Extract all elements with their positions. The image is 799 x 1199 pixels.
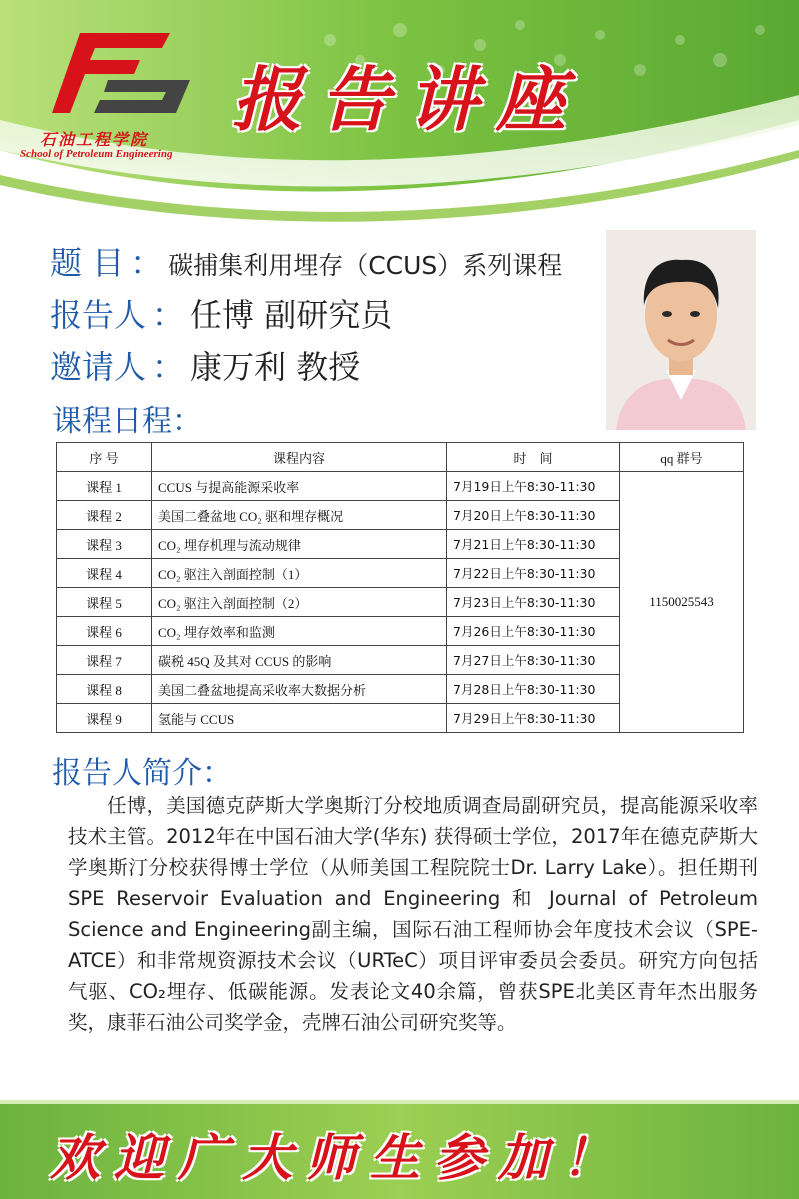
speaker-colon: ： xyxy=(152,296,185,334)
host-value: 康万利 教授 xyxy=(190,348,361,386)
col-header-time: 时 间 xyxy=(447,443,620,472)
row-content: CO₂ 驱注入剖面控制（1） xyxy=(152,559,447,588)
row-index: 课程 1 xyxy=(57,472,152,501)
host-label: 邀请人 xyxy=(50,348,147,386)
row-content: CCUS 与提高能源采收率 xyxy=(152,472,447,501)
row-content: CO₂ 埋存机理与流动规律 xyxy=(152,530,447,559)
row-time: 7月27日上午8:30-11:30 xyxy=(447,646,620,675)
schedule-table xyxy=(56,442,744,733)
row-time: 7月21日上午8:30-11:30 xyxy=(447,530,620,559)
row-time: 7月29日上午8:30-11:30 xyxy=(447,704,620,733)
row-content: CO₂ 驱注入剖面控制（2） xyxy=(152,588,447,617)
row-index: 课程 8 xyxy=(57,675,152,704)
row-time: 7月23日上午8:30-11:30 xyxy=(447,588,620,617)
welcome-slogan: 欢迎广大师生参加！ xyxy=(50,1128,626,1187)
topic-label: 题 目 xyxy=(50,244,125,282)
col-header-content: 课程内容 xyxy=(152,443,447,472)
row-index: 课程 9 xyxy=(57,704,152,733)
speaker-value: 任博 副研究员 xyxy=(190,296,393,334)
topic-value: 碳捕集利用埋存（CCUS）系列课程 xyxy=(168,251,563,280)
bio-heading: 报告人简介： xyxy=(52,756,232,791)
row-index: 课程 5 xyxy=(57,588,152,617)
speaker-photo xyxy=(606,230,756,430)
bio-text: 任博，美国德克萨斯大学奥斯汀分校地质调查局副研究员，提高能源采收率技术主管。2012年在中国石油大学(华东) 获得硕士学位，2017年在德克萨斯大学奥斯汀分校获得博士学位（从师美国工程院院士Dr. Larry Lake）。担任期刊SPE Reservoir Evaluation and Engineering 和 Journal of Petroleum Science and Engineering副主编，国际石油工程师协会年度技术会议（SPE-ATCE）和非常规资源技术会议（URTeC）项目评审委员会委员。研究方向包括气驱、CO₂埋存、低碳能源。发表论文40余篇，曾获SPE北美区青年杰出服务奖，康菲石油公司奖学金，壳牌石油公司研究奖等。 xyxy=(68,794,758,1034)
host-colon: ： xyxy=(152,348,185,386)
col-header-index: 序 号 xyxy=(57,443,152,472)
schedule-heading: 课程日程： xyxy=(52,404,202,439)
row-index: 课程 7 xyxy=(57,646,152,675)
topic-row xyxy=(50,238,562,284)
table-row xyxy=(57,472,744,501)
row-content: 美国二叠盆地 CO₂ 驱和埋存概况 xyxy=(152,501,447,530)
row-time: 7月26日上午8:30-11:30 xyxy=(447,617,620,646)
row-index: 课程 4 xyxy=(57,559,152,588)
school-name-cn: 石油工程学院 xyxy=(40,130,149,149)
row-content: CO₂ 埋存效率和监测 xyxy=(152,617,447,646)
row-content: 碳税 45Q 及其对 CCUS 的影响 xyxy=(152,646,447,675)
row-content: 美国二叠盆地提高采收率大数据分析 xyxy=(152,675,447,704)
row-time: 7月28日上午8:30-11:30 xyxy=(447,675,620,704)
school-logo-icon xyxy=(50,28,200,118)
row-time: 7月20日上午8:30-11:30 xyxy=(447,501,620,530)
qq-group-number: 1150025543 xyxy=(620,472,744,733)
row-content: 氢能与 CCUS xyxy=(152,704,447,733)
topic-colon: ： xyxy=(130,244,163,282)
speaker-row xyxy=(50,290,392,336)
row-index: 课程 2 xyxy=(57,501,152,530)
row-index: 课程 6 xyxy=(57,617,152,646)
school-name-en: School of Petroleum Engineering xyxy=(20,148,173,160)
table-header-row xyxy=(57,443,744,472)
speaker-label: 报告人 xyxy=(50,296,147,334)
banner-title: 报告讲座 xyxy=(232,58,584,141)
row-index: 课程 3 xyxy=(57,530,152,559)
row-time: 7月22日上午8:30-11:30 xyxy=(447,559,620,588)
row-time: 7月19日上午8:30-11:30 xyxy=(447,472,620,501)
col-header-qq: qq 群号 xyxy=(620,443,744,472)
host-row xyxy=(50,342,360,388)
